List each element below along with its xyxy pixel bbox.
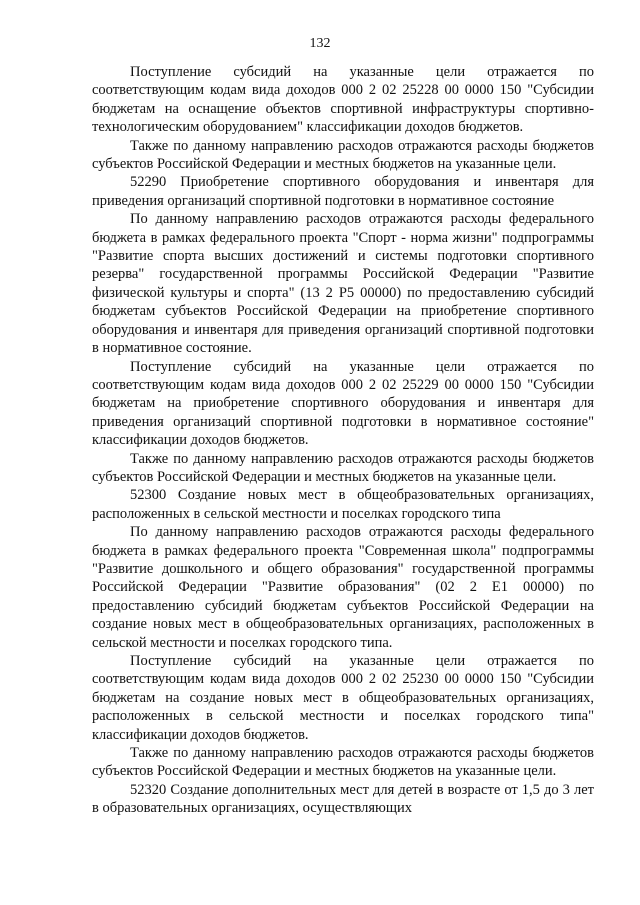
paragraph-regional-expenses-2: Также по данному направлению расходов отражаются расходы бюджетов субъектов Российской Федерации и местных бюджетов на указанные цели. <box>92 450 594 485</box>
paragraph-regional-expenses-1: Также по данному направлению расходов отражаются расходы бюджетов субъектов Российской Федерации и местных бюджетов на указанные цели. <box>92 137 594 173</box>
paragraph-federal-expenses-52300: По данному направлению расходов отражаются расходы федерального бюджета в рамках федерального проекта "Современная школа" подпрограммы "Развитие дошкольного и общего образования" государственной программы Российской Федерации "Развитие образования" (02 2 E1 00000) по предоставлению субсидий бюджетам субъектов Российской Федерации на создание новых мест в общеобразовательных организациях, расположенных в сельской местности и поселках городского типа. <box>92 524 594 651</box>
section-heading-52290: 52290 Приобретение спортивного оборудования и инвентаря для приведения организаций спортивной подготовки в нормативное состояние <box>92 174 594 209</box>
section-heading-52320: 52320 Создание дополнительных мест для детей в возрасте от 1,5 до 3 лет в образовательных организациях, осуществляющих <box>92 781 594 817</box>
paragraph-subsidy-receipt-25230: Поступление субсидий на указанные цели отражается по соответствующим кодам вида доходов 000 2 02 25230 00 0000 150 "Субсидии бюджетам на создание новых мест в общеобразовательных организациях, расположенных в сельской местности и поселках городского типа" классификации доходов бюджетов. <box>92 653 594 743</box>
paragraph-subsidy-receipt-25228: Поступление субсидий на указанные цели отражается по соответствующим кодам вида доходов 000 2 02 25228 00 0000 150 "Субсидии бюджетам на оснащение объектов спортивной инфраструктуры спортивно-технологическим оборудованием" классификации доходов бюджетов. <box>92 64 594 136</box>
paragraph-regional-expenses-3: Также по данному направлению расходов отражаются расходы бюджетов субъектов Российской Федерации и местных бюджетов на указанные цели. <box>92 745 594 780</box>
document-body <box>92 63 594 818</box>
paragraph-federal-expenses-52290: По данному направлению расходов отражаются расходы федерального бюджета в рамках федерального проекта "Спорт - норма жизни" подпрограммы "Развитие спорта высших достижений и системы подготовки спортивного резерва" государственной программы Российской Федерации "Развитие физической культуры и спорта" (13 2 P5 00000) по предоставлению субсидий бюджетам субъектов Российской Федерации на приобретение спортивного оборудования и инвентаря для приведения организаций спортивной подготовки в нормативное состояние. <box>92 211 594 357</box>
paragraph-subsidy-receipt-25229: Поступление субсидий на указанные цели отражается по соответствующим кодам вида доходов 000 2 02 25229 00 0000 150 "Субсидии бюджетам на приобретение спортивного оборудования и инвентаря для приведения организаций спортивной подготовки в нормативное состояние" классификации доходов бюджетов. <box>92 358 594 449</box>
section-heading-52300: 52300 Создание новых мест в общеобразовательных организациях, расположенных в сельской местности и поселках городского типа <box>92 487 594 522</box>
page-number: 132 <box>309 36 331 51</box>
